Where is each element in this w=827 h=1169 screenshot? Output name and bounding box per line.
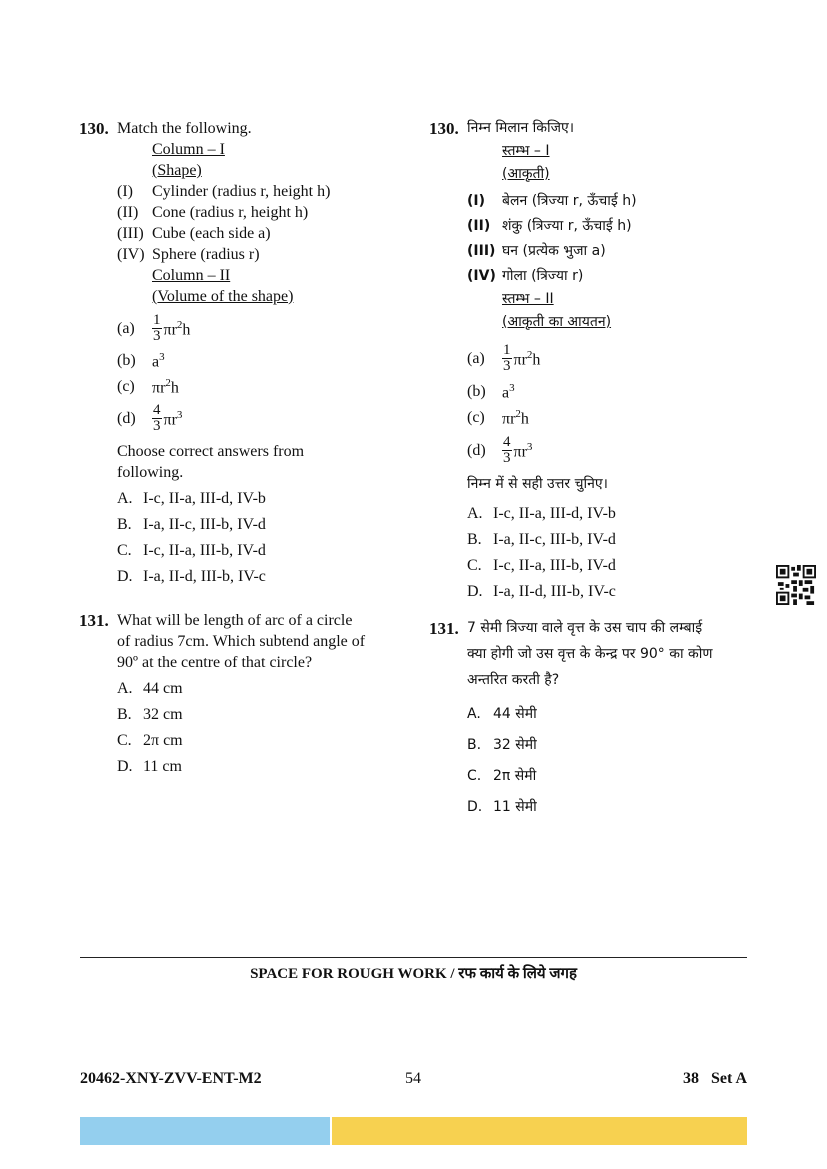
answer-option[interactable]: B. 32 सेमी <box>467 737 537 753</box>
formula: $\pi r^2h$ <box>502 408 529 428</box>
question-text: निम्न मिलान किजिए। <box>467 120 575 136</box>
question-number: 130. <box>429 119 459 138</box>
list-item: (III) Cube (each side a) <box>117 225 271 242</box>
formula: $a^3$ <box>502 382 515 402</box>
question-text: Match the following. <box>117 120 252 137</box>
answer-option[interactable]: C. I-c, II-a, III-b, IV-d <box>467 557 616 574</box>
column-2-heading: स्तम्भ – II <box>502 291 554 307</box>
volume-option-b: (b) $a^3$ <box>117 347 417 373</box>
list-item: (I) Cylinder (radius r, height h) <box>117 183 331 200</box>
rough-work-divider <box>80 957 747 958</box>
question-text: अन्तरित करती है? <box>467 672 560 688</box>
question-130-hi <box>429 118 757 602</box>
instruction-text: Choose correct answers from <box>117 443 305 460</box>
volume-option-d: (d) $\frac{4}{3}$ $\pi r^3$ <box>467 433 533 466</box>
fraction: $\frac{1}{3}$ <box>503 341 511 374</box>
volume-option-b: (b) $a^3$ <box>467 378 757 404</box>
question-number: 130. <box>79 119 109 138</box>
formula: $\pi r^2h$ <box>152 377 179 397</box>
formula: $a^3$ <box>152 351 165 371</box>
formula: $\pi r^2h$ <box>163 319 191 339</box>
answer-option[interactable]: A. 44 cm <box>117 680 183 697</box>
fraction: $\frac{1}{3}$ <box>153 311 161 344</box>
question-131-hi <box>429 618 757 818</box>
question-text: क्या होगी जो उस वृत्त के केन्द्र पर 90° का कोण <box>467 646 713 662</box>
list-item: (II) शंकु (त्रिज्या r, ऊँचाई h) <box>467 218 632 234</box>
volume-option-a: (a) $\frac{1}{3}$ $\pi r^2h$ <box>467 341 541 374</box>
qr-code-icon <box>776 565 816 605</box>
instruction-text: following. <box>117 464 184 481</box>
question-131-en <box>79 610 417 777</box>
volume-option-c: (c) $\pi r^2h$ <box>467 404 757 430</box>
footer-bar-yellow <box>332 1117 747 1145</box>
question-130-en <box>79 118 417 587</box>
question-number: 131. <box>79 611 109 630</box>
answer-option[interactable]: D. I-a, II-d, III-b, IV-c <box>467 583 616 600</box>
volume-option-a: (a) $\frac{1}{3}$ $\pi r^2h$ <box>117 311 191 344</box>
list-item: (IV) Sphere (radius r) <box>117 246 260 263</box>
column-2-heading: Column – II <box>152 267 231 284</box>
answer-option[interactable]: D. 11 सेमी <box>467 799 537 815</box>
list-item: (IV) गोला (त्रिज्या r) <box>467 268 584 284</box>
english-column <box>79 118 417 777</box>
answer-option[interactable]: D. I-a, II-d, III-b, IV-c <box>117 568 266 585</box>
answer-option[interactable]: B. 32 cm <box>117 706 183 723</box>
list-item: (III) घन (प्रत्येक भुजा a) <box>467 243 606 259</box>
answer-option[interactable]: C. 2π cm <box>117 732 183 749</box>
question-text: What will be length of arc of a circle <box>117 612 353 629</box>
column-2-subheading: (Volume of the shape) <box>152 288 294 305</box>
answer-option[interactable]: A. 44 सेमी <box>467 706 537 722</box>
formula: $\pi r^2h$ <box>513 349 541 369</box>
answer-option[interactable]: D. 11 cm <box>117 758 182 775</box>
fraction: $\frac{4}{3}$ <box>503 433 511 466</box>
instruction-text: निम्न में से सही उत्तर चुनिए। <box>467 476 608 492</box>
answer-option[interactable]: B. I-a, II-c, III-b, IV-d <box>467 531 616 548</box>
volume-option-d: (d) $\frac{4}{3}$ $\pi r^3$ <box>117 401 183 434</box>
footer-bar-blue <box>80 1117 330 1145</box>
answer-option[interactable]: C. 2π सेमी <box>467 768 537 784</box>
column-1-subheading: (Shape) <box>152 162 202 179</box>
formula: $\pi r^3$ <box>163 409 183 429</box>
column-1-heading: Column – I <box>152 141 225 158</box>
answer-option[interactable]: C. I-c, II-a, III-b, IV-d <box>117 542 266 559</box>
answer-option[interactable]: A. I-c, II-a, III-d, IV-b <box>467 505 616 522</box>
answer-option[interactable]: B. I-a, II-c, III-b, IV-d <box>117 516 266 533</box>
question-number: 131. <box>429 619 459 638</box>
list-item: (I) बेलन (त्रिज्या r, ऊँचाई h) <box>467 193 637 209</box>
set-label: 38 Set A <box>683 1070 747 1087</box>
fraction: $\frac{4}{3}$ <box>153 401 161 434</box>
formula: $\pi r^3$ <box>513 441 533 461</box>
column-2-subheading: (आकृती का आयतन) <box>502 314 612 330</box>
answer-option[interactable]: A. I-c, II-a, III-d, IV-b <box>117 490 266 507</box>
question-text: of radius 7cm. Which subtend angle of <box>117 633 366 650</box>
hindi-column <box>429 118 757 818</box>
paper-code: 20462-XNY-ZVV-ENT-M2 <box>80 1070 262 1087</box>
column-1-subheading: (आकृती) <box>502 166 550 182</box>
question-text: 7 सेमी त्रिज्या वाले वृत्त के उस चाप की लम्बाई <box>467 620 703 636</box>
page-number: 54 <box>405 1070 421 1087</box>
list-item: (II) Cone (radius r, height h) <box>117 204 309 221</box>
column-1-heading: स्तम्भ – I <box>502 143 550 159</box>
rough-work-label: SPACE FOR ROUGH WORK / रफ कार्य के लिये जगह <box>250 966 577 982</box>
question-text: 90º at the centre of that circle? <box>117 654 313 671</box>
volume-option-c: (c) $\pi r^2h$ <box>117 373 417 399</box>
